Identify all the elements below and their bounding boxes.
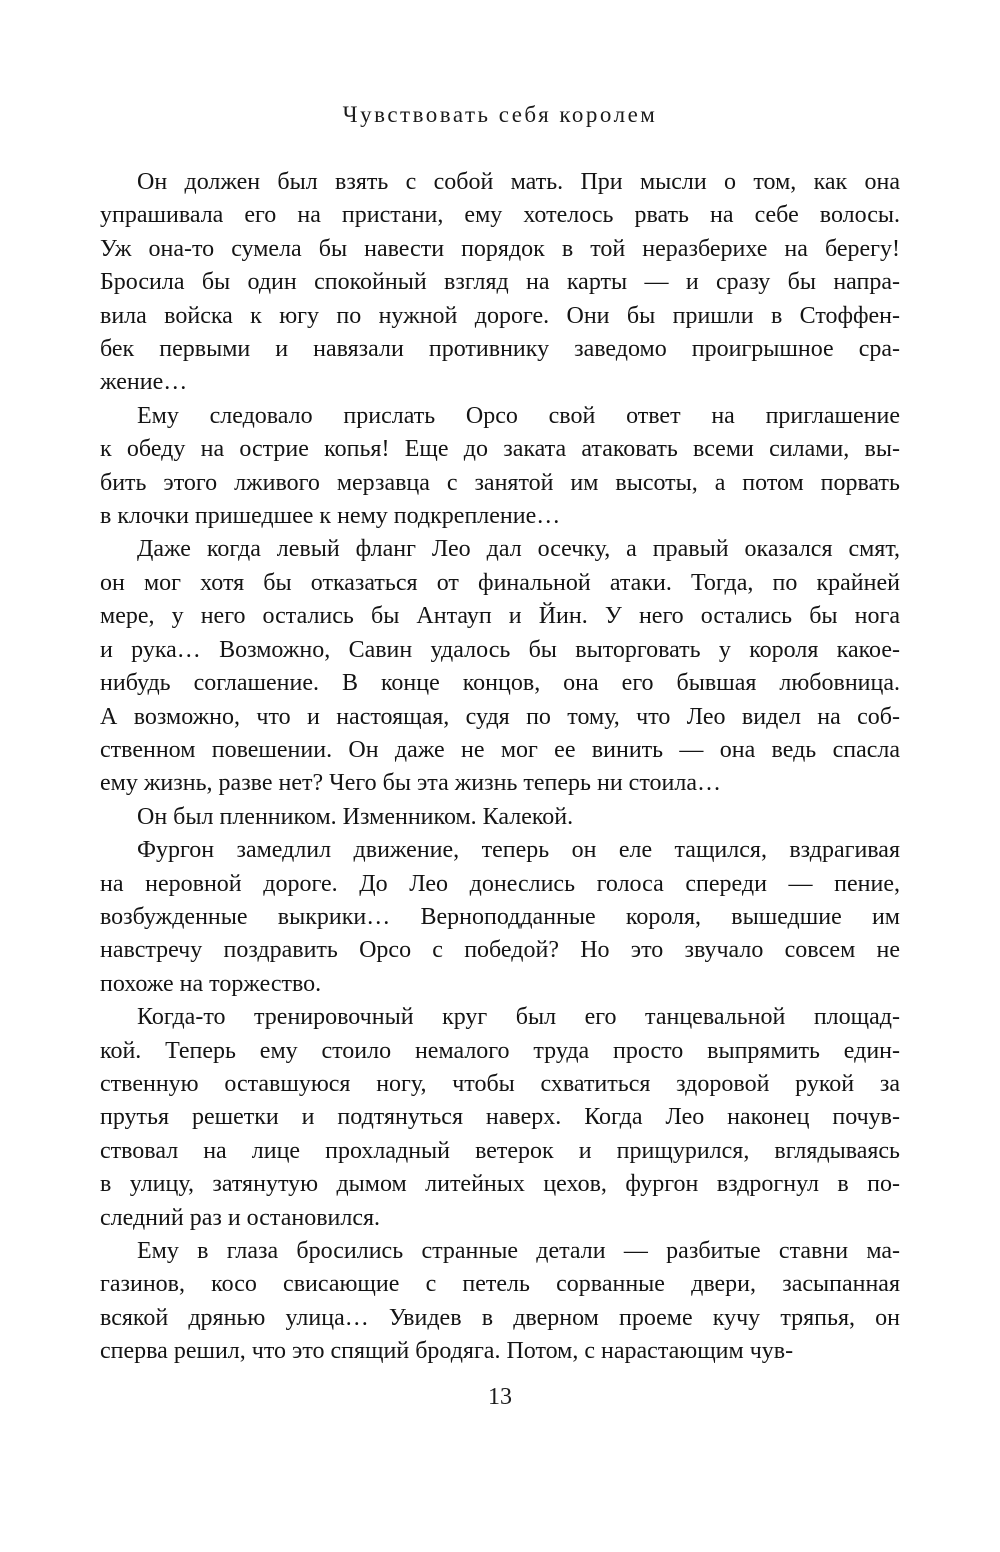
paragraph: [100, 1235, 900, 1369]
text-line: газинов, косо свисающие с петель сорванные двери, засыпанная: [100, 1271, 900, 1298]
paragraph: [100, 166, 900, 400]
text-line: Когда-то тренировочный круг был его танцевальной площад-: [137, 1004, 900, 1031]
text-line: и рука… Возможно, Савин удалось бы выторговать у короля какое-: [100, 636, 900, 663]
text-line: Уж она-то сумела бы навести порядок в той неразберихе на берегу!: [100, 235, 900, 262]
text-line: жение…: [100, 369, 188, 396]
text-line: кой. Теперь ему стоило немалого труда просто выпрямить един-: [100, 1037, 900, 1064]
text-line: к обеду на острие копья! Еще до заката атаковать всеми силами, вы-: [100, 436, 900, 463]
text-line: он мог хотя бы отказаться от финальной атаки. Тогда, по крайней: [100, 569, 900, 596]
text-line: вила войска к югу по нужной дороге. Они бы пришли в Стоффен-: [100, 302, 900, 329]
text-line: упрашивала его на пристани, ему хотелось рвать на себе волосы.: [100, 202, 900, 229]
text-line: Он был пленником. Изменником. Калекой.: [137, 803, 574, 830]
text-line: прутья решетки и подтянуться наверх. Когда Лео наконец почув-: [100, 1104, 900, 1131]
text-line: похоже на торжество.: [100, 970, 322, 997]
text-line: нибудь соглашение. В конце концов, она его бывшая любовница.: [100, 670, 900, 697]
text-line: всякой дрянью улица… Увидев в дверном проеме кучу тряпья, он: [100, 1304, 900, 1331]
text-line: Он должен был взять с собой мать. При мысли о том, как она: [137, 169, 900, 195]
paragraph: [100, 1001, 900, 1235]
text-line: возбужденные выкрики… Верноподданные короля, вышедшие им: [100, 903, 900, 930]
text-line: ственную оставшуюся ногу, чтобы схватиться здоровой рукой за: [100, 1070, 900, 1097]
text-line: Ему следовало прислать Орсо свой ответ на приглашение: [137, 402, 900, 429]
text-line: в улицу, затянутую дымом литейных цехов, фургон вздрогнул в по-: [100, 1171, 900, 1198]
text-line: А возможно, что и настоящая, судя по тому, что Лео видел на соб-: [100, 703, 900, 730]
paragraph: [100, 801, 900, 834]
text-line: мере, у него остались бы Антауп и Йин. У него остались бы нога: [100, 603, 900, 630]
text-block: [100, 166, 900, 1369]
text-line: ственном повешении. Он даже не мог ее винить — она ведь спасла: [100, 736, 900, 763]
text-line: в клочки пришедшее к нему подкрепление…: [100, 503, 561, 530]
text-line: на неровной дороге. До Лео донеслись голоса спереди — пение,: [100, 870, 900, 897]
text-line: сперва решил, что это спящий бродяга. Потом, с нарастающим чув-: [100, 1338, 794, 1365]
paragraph: [100, 834, 900, 1001]
text-line: ствовал на лице прохладный ветерок и прищурился, вглядываясь: [100, 1137, 900, 1164]
paragraph: [100, 400, 900, 534]
page-number: 13: [488, 1384, 512, 1410]
text-line: бек первыми и навязали противнику заведомо проигрышное сра-: [100, 336, 900, 363]
text-line: ему жизнь, разве нет? Чего бы эта жизнь теперь ни стоила…: [100, 770, 721, 797]
running-head: Чувствовать себя королем: [342, 102, 658, 127]
text-line: Ему в глаза бросились странные детали — разбитые ставни ма-: [137, 1238, 900, 1264]
text-line: Фургон замедлил движение, теперь он еле тащился, вздрагивая: [137, 837, 900, 864]
text-line: Даже когда левый фланг Лео дал осечку, а правый оказался смят,: [137, 536, 900, 563]
paragraph: [100, 533, 900, 800]
text-line: Бросила бы один спокойный взгляд на карты — и сразу бы напра-: [100, 269, 900, 296]
text-line: навстречу поздравить Орсо с победой? Но это звучало совсем не: [100, 937, 900, 964]
text-line: бить этого лживого мерзавца с занятой им высоты, а потом порвать: [100, 469, 900, 496]
text-line: следний раз и остановился.: [100, 1204, 381, 1231]
